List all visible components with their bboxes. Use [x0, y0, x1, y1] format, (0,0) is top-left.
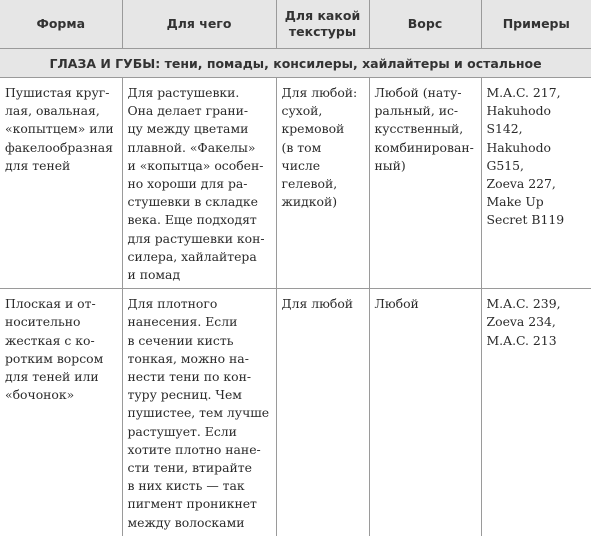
- table-row: [0, 289, 591, 536]
- header-texture: Для какой текстуры: [276, 0, 369, 49]
- cell-forma: [0, 78, 122, 289]
- table-header: [0, 0, 591, 49]
- cell-examples-text: M.A.C. 217, Hakuhodo S142, Hakuhodo G515, Zoeva 227, Make Up Secret B119: [486, 85, 565, 228]
- section-row: [0, 49, 591, 78]
- header-row: [0, 0, 591, 49]
- cell-forma-text: Пушистая круг- лая, овальная, «копытцем» или факелообразная для теней: [5, 85, 114, 173]
- cell-purpose-text: Для растушевки. Она делает грани- цу между цветами плавной. «Факелы» и «копытца» особен- но хороши для ра- стушевки в складке века. Еще подходят для растушевки кон- силера, хайлайтера и помад: [127, 85, 265, 283]
- cell-purpose-text: Для плотного нанесения. Если в сечении кисть тонкая, можно на- нести тени по кон- туру ресниц. Чем пушистее, тем лучше растушует. Если хотите плотно нане- сти тени, втирайте в них кисть — так пигмент проникнет между волосками: [127, 296, 270, 530]
- cell-texture: [276, 289, 369, 536]
- table-body: [0, 49, 591, 536]
- cell-examples: [481, 289, 591, 536]
- cell-forma: [0, 289, 122, 536]
- cell-texture-text: Для любой: [281, 296, 354, 312]
- cell-forma-text: Плоская и от- носительно жесткая с ко- ротким ворсом для теней или «бочонок»: [5, 296, 104, 403]
- header-forma: Форма: [0, 0, 122, 49]
- cell-bristle-text: Любой (нату- ральный, ис- кусственный, комбинирован- ный): [374, 85, 474, 173]
- cell-examples-text: M.A.C. 239, Zoeva 234, M.A.C. 213: [486, 296, 561, 348]
- cell-purpose: [122, 289, 276, 536]
- header-examples: Примеры: [481, 0, 591, 49]
- cell-purpose: [122, 78, 276, 289]
- header-purpose: Для чего: [122, 0, 276, 49]
- section-title: ГЛАЗА И ГУБЫ: тени, помады, консилеры, хайлайтеры и остальное: [0, 49, 591, 78]
- table-row: [0, 78, 591, 289]
- cell-examples: [481, 78, 591, 289]
- cell-texture: [276, 78, 369, 289]
- cell-texture-text: Для любой: сухой, кремовой (в том числе гелевой, жидкой): [281, 85, 358, 210]
- cell-bristle-text: Любой: [374, 296, 419, 312]
- cell-bristle: [369, 78, 481, 289]
- header-bristle: Ворс: [369, 0, 481, 49]
- cell-bristle: [369, 289, 481, 536]
